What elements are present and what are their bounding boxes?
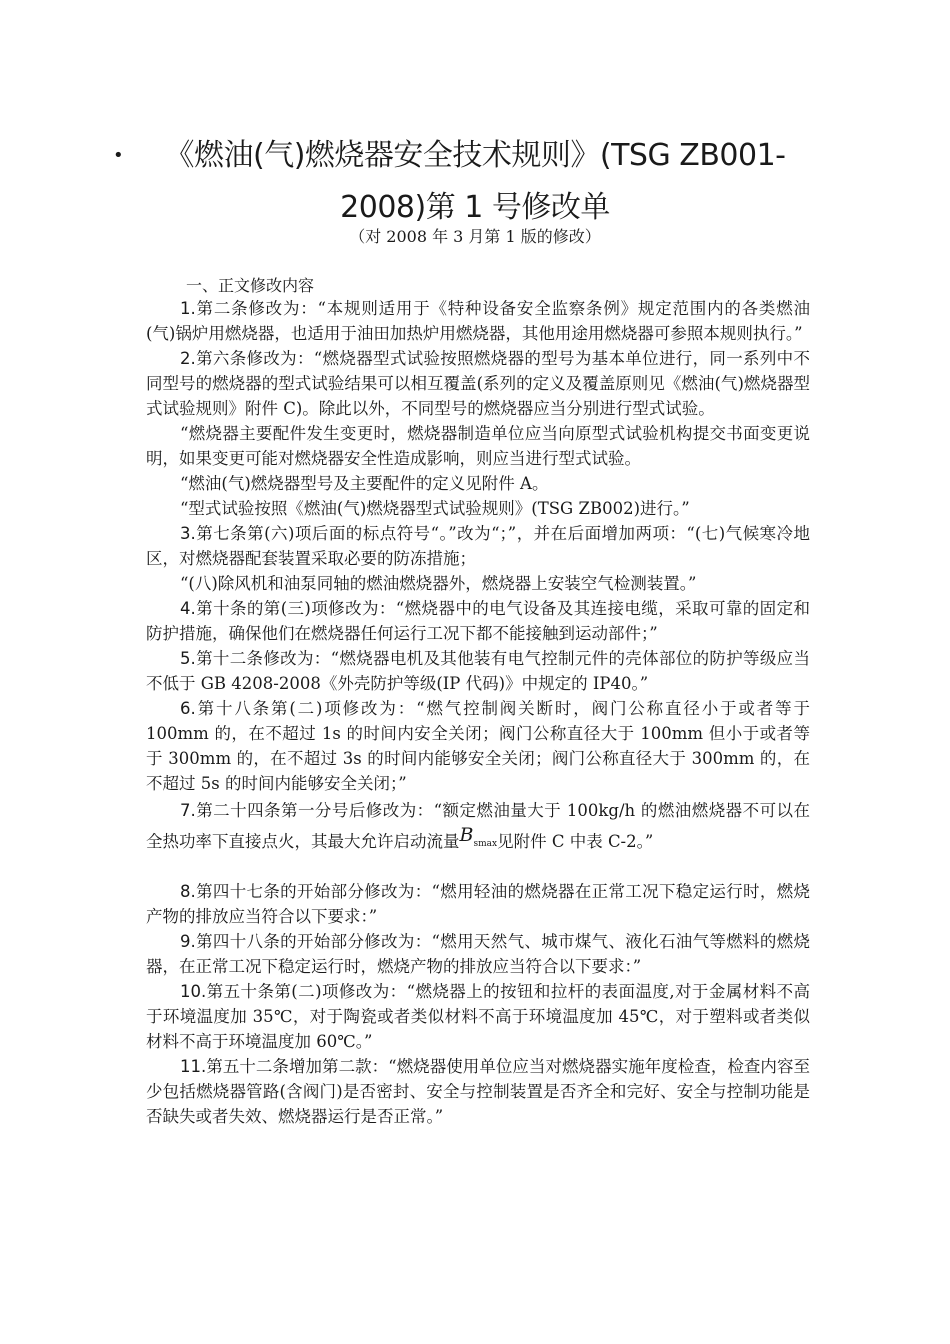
item-number: 8. (180, 881, 196, 901)
paragraph-item-1 (146, 296, 810, 346)
paragraph-item-2 (146, 346, 810, 421)
item-text: 第七条第(六)项后面的标点符号“。”改为“；”，并在后面增加两项：“(七)气候寒冷地区，对燃烧器配套装置采取必要的防冻措施； (146, 524, 810, 568)
document-subtitle: （对 2008 年 3 月第 1 版的修改） (349, 227, 601, 246)
item-text: 第十二条修改为：“燃烧器电机及其他装有电气控制元件的壳体部位的防护等级应当不低于 GB 4208-2008《外壳防护等级(IP 代码)》中规定的 IP40。” (146, 649, 810, 693)
item-text: 第十条的第(三)项修改为：“燃烧器中的电气设备及其连接电缆，采取可靠的固定和防护措施，确保他们在燃烧器任何运行工况下都不能接触到运动部件；” (146, 599, 810, 643)
item-text: “燃烧器主要配件发生变更时，燃烧器制造单位应当向原型式试验机构提交书面变更说明，如果变更可能对燃烧器安全性造成影响，则应当进行型式试验。 (146, 424, 810, 468)
paragraph-item-3-b (146, 571, 810, 596)
item-number: 5. (180, 649, 196, 668)
item-number: 9. (180, 931, 196, 951)
paragraph-item-2-b (146, 421, 810, 471)
item-number: 3. (180, 524, 196, 543)
item-number: 11. (180, 1056, 207, 1076)
list-bullet: • (113, 145, 124, 166)
item-number: 2. (180, 349, 196, 368)
paragraph-item-6 (146, 696, 810, 796)
paragraph-item-11 (146, 1054, 810, 1129)
section-heading: 一、正文修改内容 (186, 276, 315, 295)
title-line-1: 《燃油(气)燃烧器安全技术规则》(TSG ZB001- (164, 138, 786, 173)
item-text-continued: 见附件 C 中表 C-2。” (497, 832, 654, 851)
item-text: “燃油(气)燃烧器型号及主要配件的定义见附件 A。 (180, 474, 549, 493)
item-number: 4. (180, 599, 196, 618)
item-number: 10. (180, 981, 207, 1001)
paragraph-item-7 (146, 796, 810, 865)
item-text: 第二十四条第一分号后修改为：“额定燃油量大于 100kg/h 的燃油燃烧器不可以在全热功率下直接点火，其最大允许启动流量 (146, 801, 810, 851)
paragraph-item-2-c (146, 471, 810, 496)
item-text: “(八)除风机和油泵同轴的燃油燃烧器外，燃烧器上安装空气检测装置。” (180, 574, 697, 593)
item-number: 6. (180, 699, 196, 718)
paragraph-item-10 (146, 979, 810, 1054)
paragraph-item-3 (146, 521, 810, 571)
item-text: 第五十条第(二)项修改为：“燃烧器上的按钮和拉杆的表面温度,对于金属材料不高于环境温度加 35℃，对于陶瓷或者类似材料不高于环境温度加 45℃，对于塑料或者类似材料不高于环境温度加 60℃。” (146, 981, 810, 1051)
document-title (150, 130, 800, 234)
item-text: 第十八条第(二)项修改为：“燃气控制阀关断时，阀门公称直径小于或者等于 100mm 的，在不超过 1s 的时间内安全关闭；阀门公称直径大于 100mm 但小于或者等于 300mm 的，在不超过 3s 的时间内能够安全关闭；阀门公称直径大于 300mm 的，在不超过 5s 的时间内能够安全关闭；” (146, 699, 810, 793)
item-text: 第五十二条增加第二款：“燃烧器使用单位应当对燃烧器实施年度检查，检查内容至少包括燃烧器管路(含阀门)是否密封、安全与控制装置是否齐全和完好、安全与控制功能是否缺失或者失效、燃烧器运行是否正常。” (146, 1056, 810, 1126)
item-text: 第二条修改为：“本规则适用于《特种设备安全监察条例》规定范围内的各类燃油(气)锅炉用燃烧器，也适用于油田加热炉用燃烧器，其他用途用燃烧器可参照本规则执行。” (146, 299, 810, 343)
formula-b-smax (459, 824, 498, 849)
item-text: 第四十七条的开始部分修改为：“燃用轻油的燃烧器在正常工况下稳定运行时，燃烧产物的排放应当符合以下要求：” (146, 881, 810, 926)
spacer (146, 865, 810, 879)
paragraph-item-9 (146, 929, 810, 979)
formula-symbol: B (459, 824, 474, 846)
item-text: “型式试验按照《燃油(气)燃烧器型式试验规则》(TSG ZB002)进行。” (180, 499, 690, 518)
paragraph-item-2-d (146, 496, 810, 521)
item-number: 7. (180, 801, 196, 820)
paragraph-item-8 (146, 879, 810, 929)
item-text: 第六条修改为：“燃烧器型式试验按照燃烧器的型号为基本单位进行，同一系列中不同型号的燃烧器的型式试验结果可以相互覆盖(系列的定义及覆盖原则见《燃油(气)燃烧器型式试验规则》附件 C)。除此以外，不同型号的燃烧器应当分别进行型式试验。 (146, 349, 810, 418)
document-body (146, 296, 810, 1129)
paragraph-item-4 (146, 596, 810, 646)
item-number: 1. (180, 299, 196, 318)
paragraph-item-5 (146, 646, 810, 696)
item-text: 第四十八条的开始部分修改为：“燃用天然气、城市煤气、液化石油气等燃料的燃烧器，在正常工况下稳定运行时，燃烧产物的排放应当符合以下要求：” (146, 931, 810, 976)
title-line-2: 2008)第 1 号修改单 (340, 190, 610, 225)
formula-subscript: smax (473, 838, 498, 849)
